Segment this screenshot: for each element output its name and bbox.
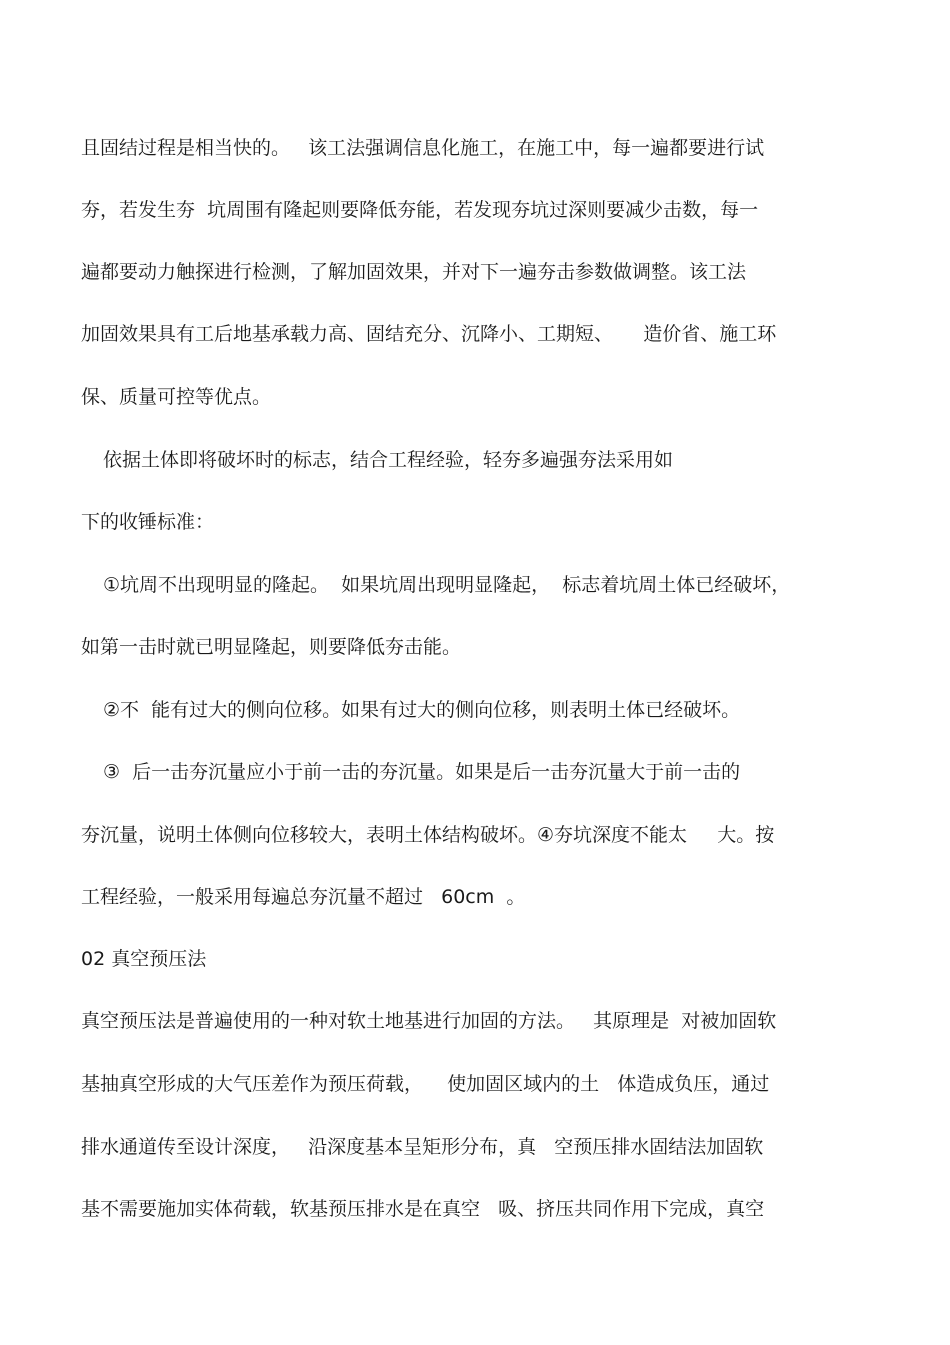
- paragraph-line: 如第一击时就已明显隆起，则要降低夯击能。: [81, 636, 462, 658]
- paragraph-line: 且固结过程是相当快的。 该工法强调信息化施工，在施工中，每一遍都要进行试: [81, 137, 765, 159]
- paragraph-line: 下的收锤标准：: [81, 511, 215, 533]
- list-item-line: ③ 后一击夯沉量应小于前一击的夯沉量。如果是后一击夯沉量大于前一击的: [103, 761, 741, 783]
- paragraph-line: 遍都要动力触探进行检测，了解加固效果，并对下一遍夯击参数做调整。该工法: [81, 261, 747, 283]
- section-heading: 02 真空预压法: [81, 948, 207, 970]
- paragraph-line: 夯沉量，说明土体侧向位移较大，表明土体结构破坏。④夯坑深度不能太 大。按: [81, 824, 775, 846]
- paragraph-line: 基不需要施加实体荷载，软基预压排水是在真空 吸、挤压共同作用下完成，真空: [81, 1198, 765, 1220]
- paragraph-line: 基抽真空形成的大气压差作为预压荷载， 使加固区域内的土 体造成负压，通过: [81, 1073, 770, 1095]
- list-item-line: ②不 能有过大的侧向位移。如果有过大的侧向位移，则表明土体已经破坏。: [103, 699, 741, 721]
- paragraph-line: 夯，若发生夯 坑周围有隆起则要降低夯能，若发现夯坑过深则要减少击数，每一: [81, 199, 759, 221]
- list-item-line: ①坑周不出现明显的隆起。 如果坑周出现明显隆起， 标志着坑周土体已经破坏，: [103, 574, 791, 596]
- paragraph-line: 工程经验，一般采用每遍总夯沉量不超过 60cm 。: [81, 886, 526, 908]
- paragraph-line: 排水通道传至设计深度， 沿深度基本呈矩形分布，真 空预压排水固结法加固软: [81, 1136, 764, 1158]
- paragraph-line: 保、质量可控等优点。: [81, 386, 272, 408]
- paragraph-line: 加固效果具有工后地基承载力高、固结充分、沉降小、工期短、 造价省、施工环: [81, 323, 777, 345]
- paragraph-line: 依据土体即将破坏时的标志，结合工程经验，轻夯多遍强夯法采用如: [103, 449, 674, 471]
- paragraph-line: 真空预压法是普遍使用的一种对软土地基进行加固的方法。 其原理是 对被加固软: [81, 1010, 777, 1032]
